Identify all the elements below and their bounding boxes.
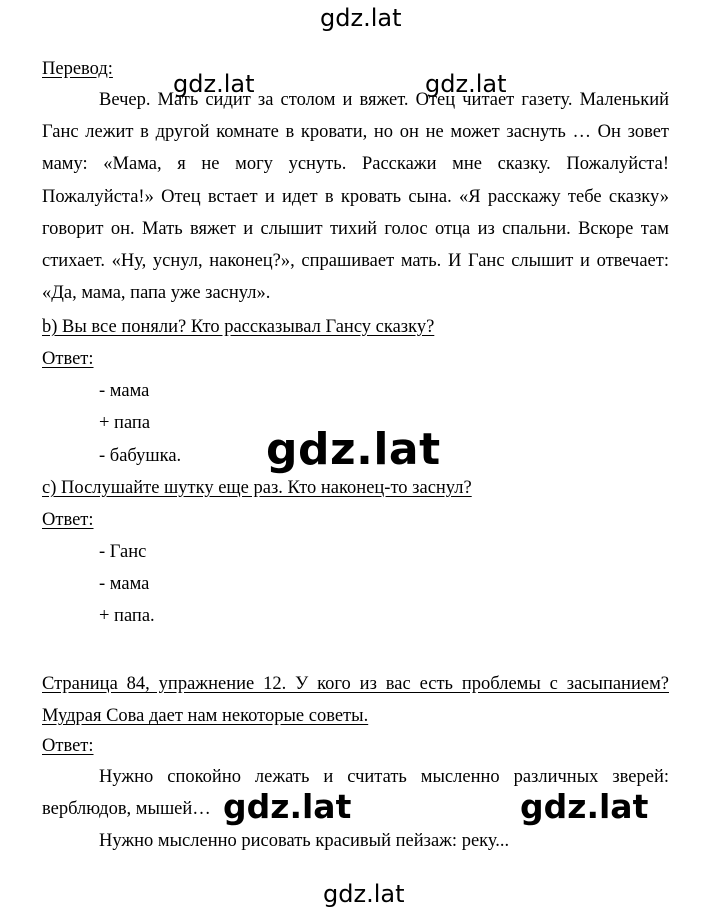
answer-c-option: - Ганс [99, 542, 147, 562]
answer-12-text-1: Нужно спокойно лежать и считать мысленно различных зверей: верблюдов, мышей… [42, 767, 669, 820]
question-b: b) Вы все поняли? Кто рассказывал Гансу сказку? [42, 317, 435, 337]
answer-b-option: + папа [99, 413, 151, 433]
watermark-left: gdz.lat [173, 70, 255, 98]
watermark-lower-left: gdz.lat [223, 787, 352, 826]
answer-c-option: + папа. [99, 606, 155, 626]
answer-label-b: Ответ: [42, 349, 94, 369]
answer-b-option: - бабушка. [99, 446, 182, 466]
answer-label-12: Ответ: [42, 736, 94, 756]
watermark-lower-right: gdz.lat [520, 787, 649, 826]
answer-b-option: - мама [99, 381, 150, 401]
answer-12-text-2: Нужно мысленно рисовать красивый пейзаж: реку... [99, 831, 510, 851]
translation-paragraph: Вечер. Мать сидит за столом и вяжет. Отец читает газету. Маленький Ганс лежит в другой комнате в кровати, но он не может заснуть … Он зовет маму: «Мама, я не могу уснуть. Расскажи мне сказку. Пожалуйста! Пожалуйста!» Отец встает и идет в кровать сына. «Я расскажу тебе сказку» говорит он. Мать вяжет и слышит тихий голос отца из спальни. Вскоре там стихает. «Ну, уснул, наконец?», спрашивает мать. И Ганс слышит и отвечает: «Да, мама, папа уже заснул». [42, 90, 669, 304]
question-c: c) Послушайте шутку еще раз. Кто наконец-то заснул? [42, 478, 472, 498]
watermark-center: gdz.lat [266, 424, 441, 475]
watermark-bottom: gdz.lat [323, 880, 405, 908]
answer-c-option: - мама [99, 574, 150, 594]
translation-heading: Перевод: [42, 59, 113, 79]
watermark-top: gdz.lat [320, 4, 402, 32]
exercise-12-heading: Страница 84, упражнение 12. У кого из вас есть проблемы с засыпанием? Мудрая Сова дает нам некоторые советы. [42, 674, 669, 727]
watermark-right: gdz.lat [425, 70, 507, 98]
answer-label-c: Ответ: [42, 510, 94, 530]
